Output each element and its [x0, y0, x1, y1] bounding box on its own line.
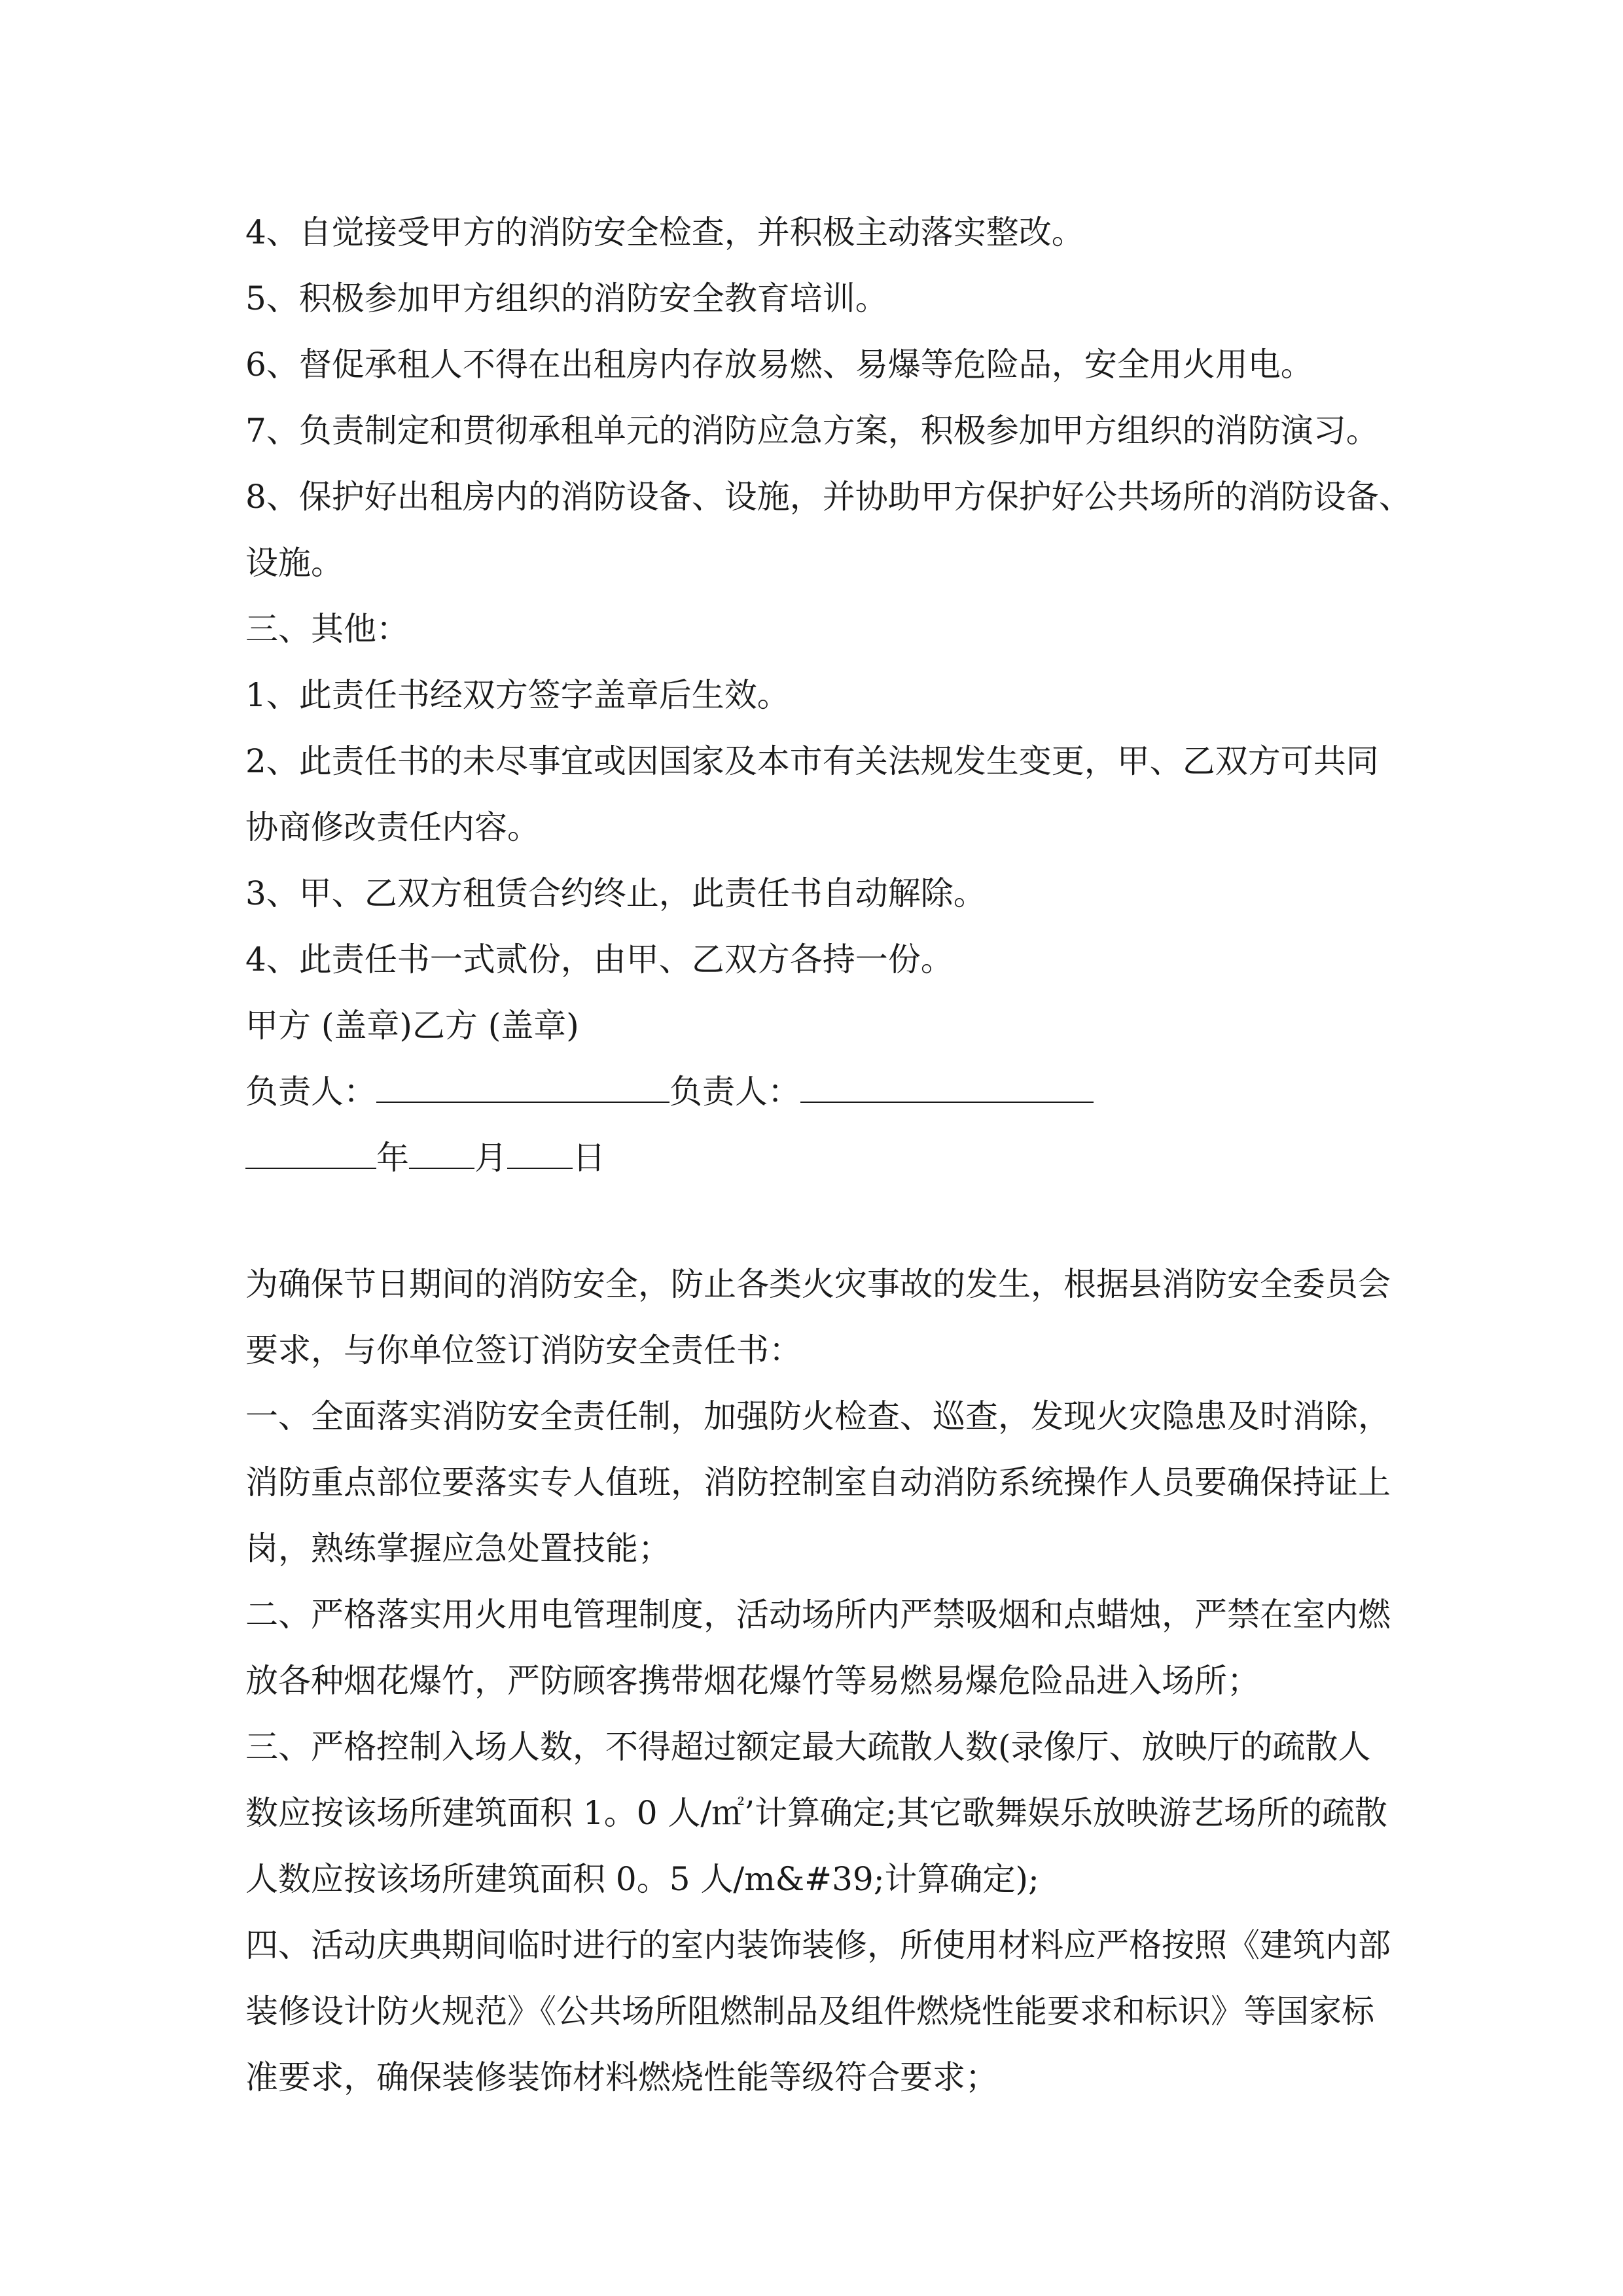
signature-blank-party-b	[800, 1061, 1094, 1103]
clause-6: 6、督促承租人不得在出租房内存放易燃、易爆等危险品，安全用火用电。	[245, 346, 1313, 384]
point-4-line-2: 装修设计防火规范》《公共场所阻燃制品及组件燃烧性能要求和标识》等国家标	[245, 1992, 1374, 2030]
clause-4: 4、自觉接受甲方的消防安全检查，并积极主动落实整改。	[245, 213, 1084, 251]
month-label: 月	[474, 1139, 507, 1177]
point-3-line-1: 三、严格控制入场人数，不得超过额定最大疏散人数(录像厅、放映厅的疏散人	[245, 1728, 1371, 1766]
point-3-line-3: 人数应按该场所建筑面积 0。5 人/m&#39;计算确定);	[245, 1860, 1039, 1898]
date-line	[245, 1125, 1414, 1191]
document-body	[245, 200, 1414, 2111]
point-2-line-2: 放各种烟花爆竹，严防顾客携带烟花爆竹等易燃易爆危险品进入场所；	[245, 1662, 1260, 1700]
intro-line-2: 要求，与你单位签订消防安全责任书：	[245, 1331, 802, 1369]
clause-7: 7、负责制定和贯彻承租单元的消防应急方案，积极参加甲方组织的消防演习。	[245, 412, 1379, 450]
responsible-label-party-a: 负责人：	[245, 1073, 376, 1111]
intro-line-1: 为确保节日期间的消防安全，防止各类火灾事故的发生，根据县消防安全委员会	[245, 1265, 1391, 1303]
clause-8-line-2: 设施。	[245, 544, 344, 582]
other-clause-2-line-1: 2、此责任书的未尽事宜或因国家及本市有关法规发生变更，甲、乙双方可共同	[245, 742, 1379, 780]
responsible-label-party-b: 负责人：	[669, 1073, 800, 1111]
other-clause-4: 4、此责任书一式贰份，由甲、乙双方各持一份。	[245, 941, 954, 978]
seal-line: 甲方 (盖章)乙方 (盖章)	[245, 1007, 579, 1045]
point-2-line-1: 二、严格落实用火用电管理制度，活动场所内严禁吸烟和点蜡烛，严禁在室内燃	[245, 1596, 1391, 1634]
other-clause-3: 3、甲、乙双方租赁合约终止，此责任书自动解除。	[245, 874, 986, 912]
section-3-heading: 三、其他：	[245, 610, 409, 648]
month-blank	[409, 1127, 474, 1169]
clause-5: 5、积极参加甲方组织的消防安全教育培训。	[245, 279, 888, 317]
clause-8-line-1: 8、保护好出租房内的消防设备、设施，并协助甲方保护好公共场所的消防设备、	[245, 478, 1412, 516]
other-clause-2-line-2: 协商修改责任内容。	[245, 808, 540, 846]
point-1-line-2: 消防重点部位要落实专人值班，消防控制室自动消防系统操作人员要确保持证上	[245, 1463, 1391, 1501]
year-label: 年	[376, 1139, 409, 1177]
day-blank	[507, 1127, 573, 1169]
point-4-line-1: 四、活动庆典期间临时进行的室内装饰装修，所使用材料应严格按照《建筑内部	[245, 1926, 1391, 1964]
year-blank	[245, 1127, 376, 1169]
point-3-line-2: 数应按该场所建筑面积 1。0 人/㎡’计算确定;其它歌舞娱乐放映游艺场所的疏散	[245, 1794, 1387, 1832]
signature-blank-party-a	[376, 1061, 669, 1103]
day-label: 日	[573, 1139, 605, 1177]
point-4-line-3: 准要求，确保装修装饰材料燃烧性能等级符合要求；	[245, 2058, 998, 2096]
section-gap	[245, 1191, 1414, 1251]
point-1-line-1: 一、全面落实消防安全责任制，加强防火检查、巡查，发现火灾隐患及时消除，	[245, 1397, 1391, 1435]
point-1-line-3: 岗，熟练掌握应急处置技能；	[245, 1530, 671, 1568]
other-clause-1: 1、此责任书经双方签字盖章后生效。	[245, 676, 790, 714]
signature-line	[245, 1059, 1414, 1125]
